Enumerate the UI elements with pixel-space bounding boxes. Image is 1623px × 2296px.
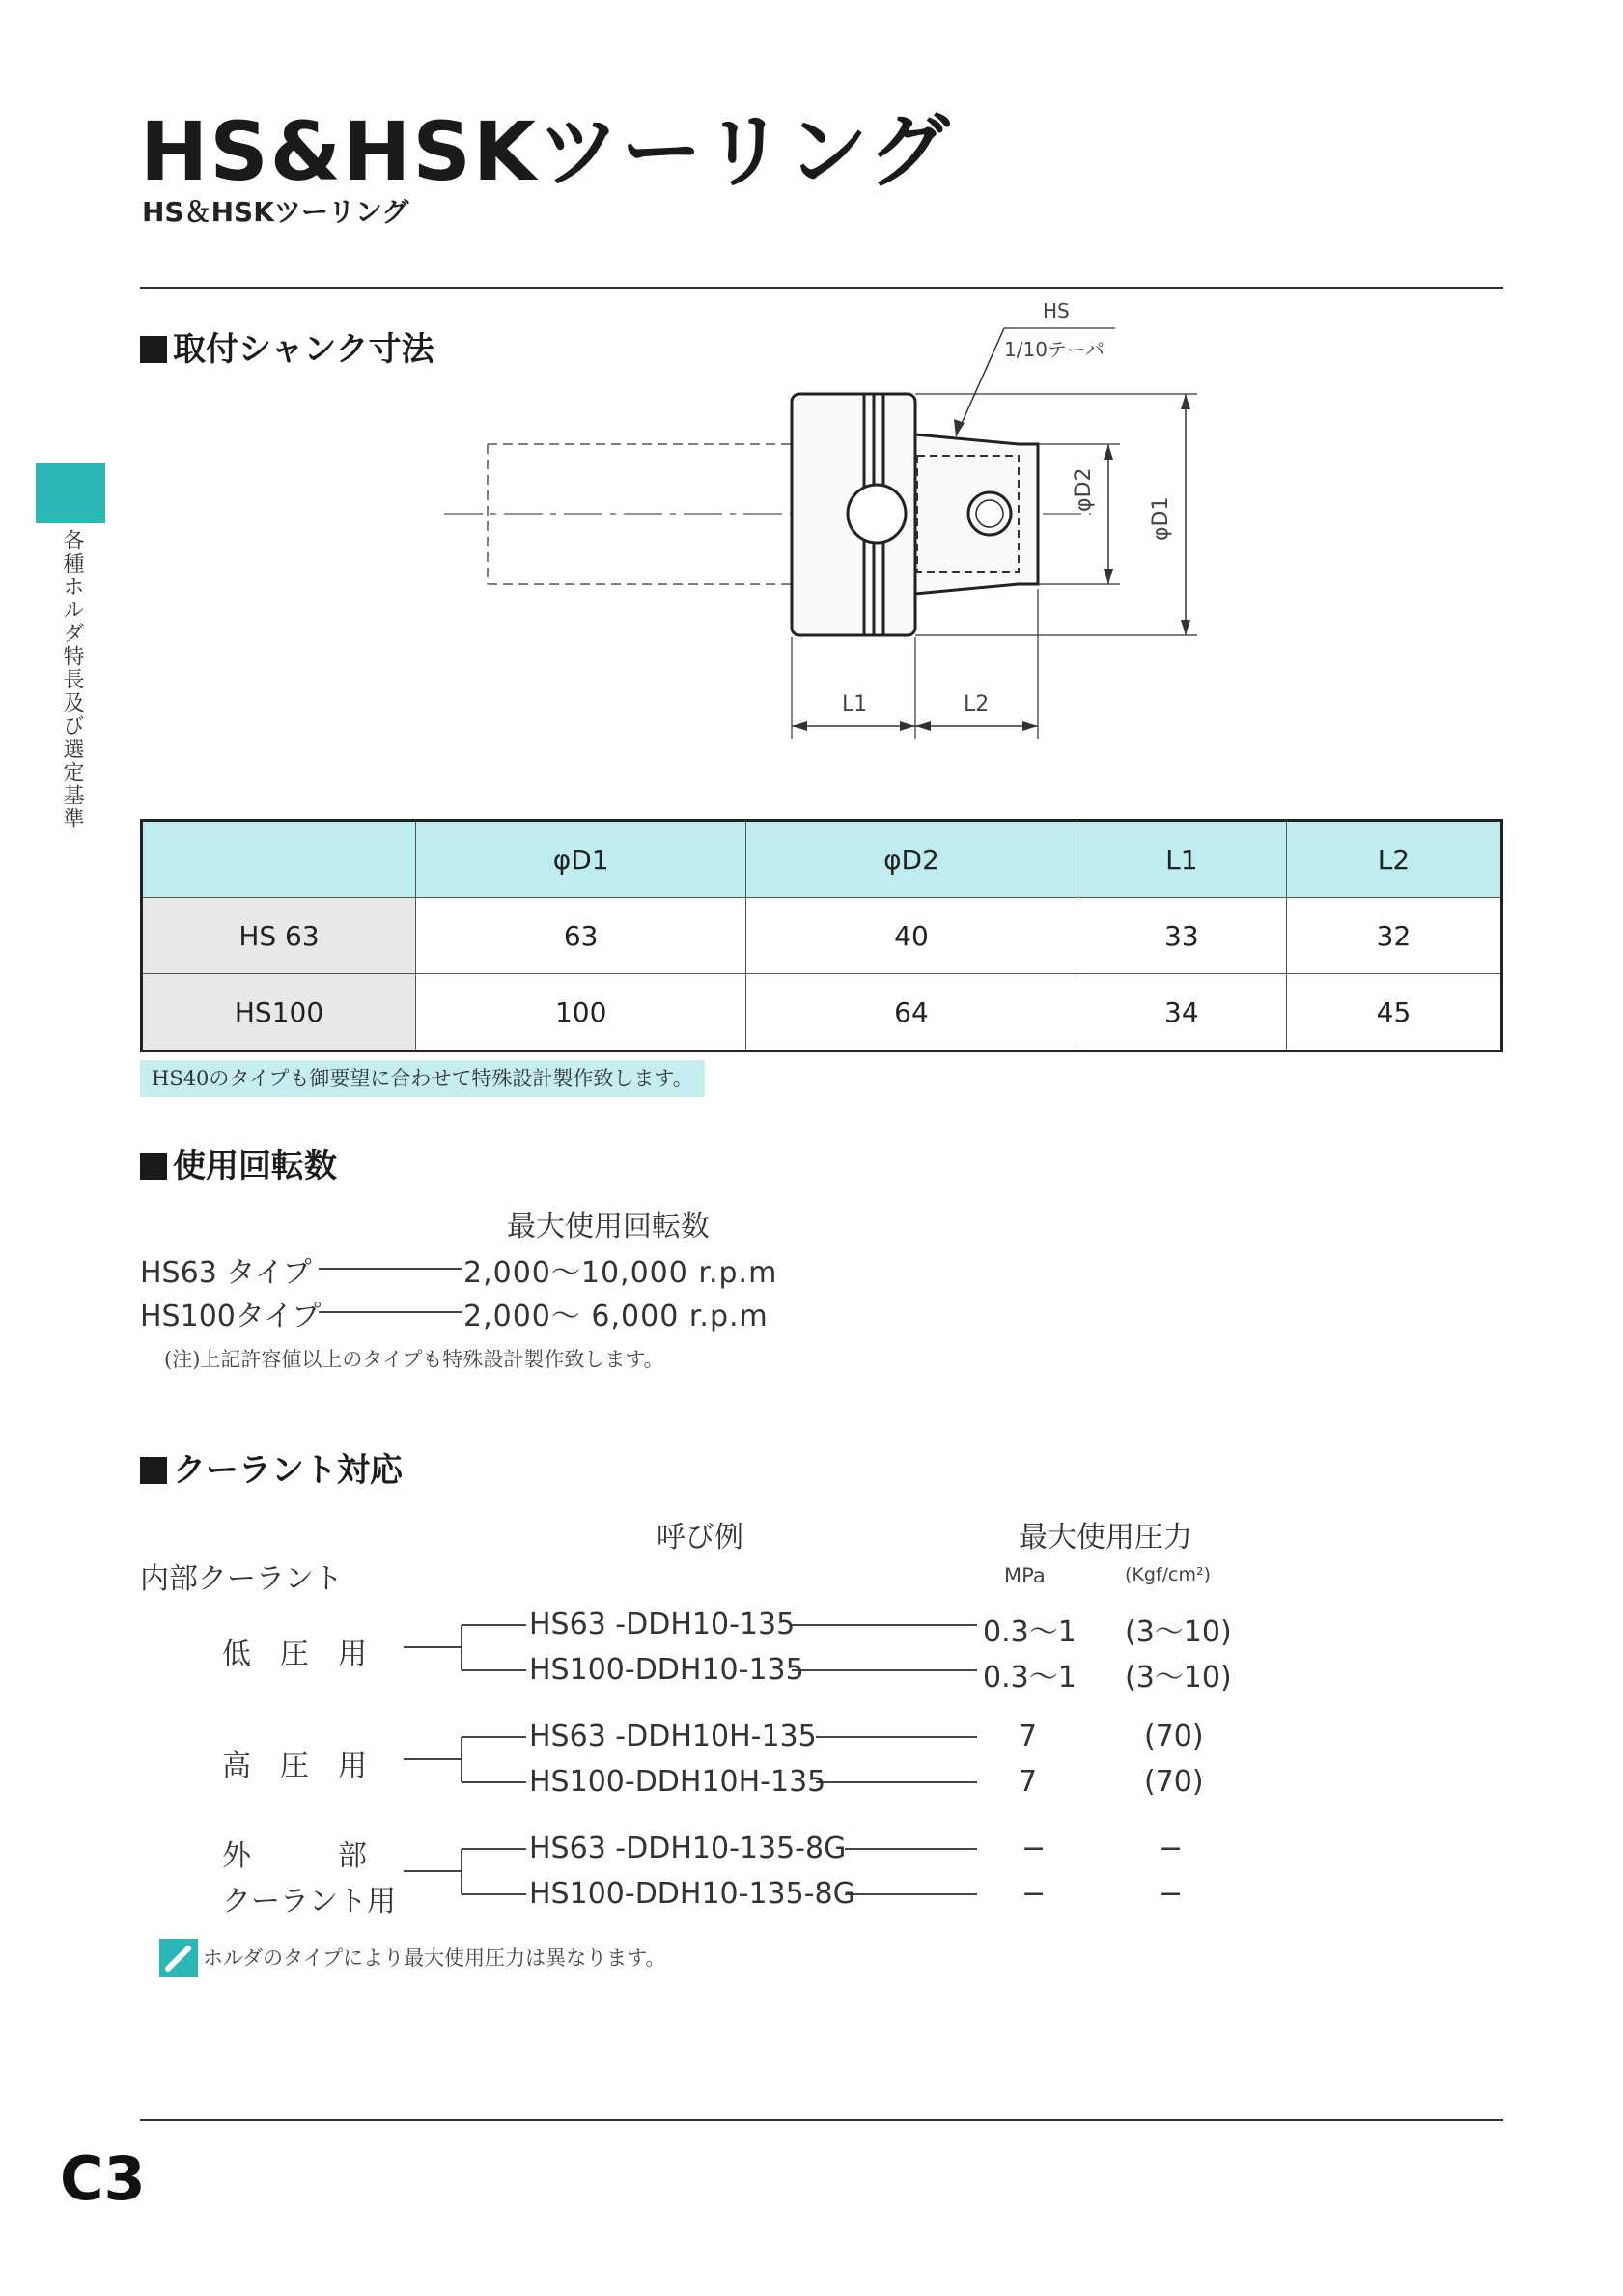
unit-kgf: (Kgf/cm²): [1125, 1564, 1212, 1585]
section-heading-coolant: クーラント対応: [140, 1443, 403, 1491]
table-header-cell: φD2: [746, 821, 1077, 898]
coolant-kgf: (70): [1144, 1765, 1204, 1799]
diagram-label-l2: L2: [964, 692, 990, 716]
example-column-title: 呼び例: [657, 1521, 743, 1554]
page-subtitle: HS＆HSKツーリング: [142, 196, 409, 228]
table-cell: 33: [1077, 898, 1286, 974]
rpm-type-label: HS100タイプ: [140, 1300, 322, 1333]
footer-rule: [140, 2119, 1503, 2121]
coolant-mpa: 7: [1019, 1720, 1038, 1753]
coolant-kgf: −: [1159, 1877, 1184, 1911]
diagram-label-hs: HS: [1043, 299, 1070, 322]
coolant-mpa: −: [1021, 1832, 1047, 1865]
group-label-high-pressure: 高 圧 用: [222, 1750, 367, 1783]
pencil-icon: [159, 1939, 198, 1977]
coolant-code: HS63 -DDH10H-135: [529, 1720, 817, 1753]
table-cell: 45: [1287, 974, 1502, 1051]
coolant-kgf: −: [1159, 1832, 1184, 1865]
pressure-footnote: ホルダのタイプにより最大使用圧力は異なります。: [203, 1946, 666, 1970]
table-cell: 32: [1287, 898, 1502, 974]
table-row-header: HS100: [142, 974, 416, 1051]
table-cell: 34: [1077, 974, 1286, 1051]
rpm-value: 2,000〜 6,000 r.p.m: [463, 1300, 769, 1333]
coolant-kgf: (3〜10): [1125, 1615, 1232, 1649]
hs40-note: HS40のタイプも御要望に合わせて特殊設計製作致します。: [140, 1060, 705, 1097]
coolant-mpa: 0.3〜1: [983, 1661, 1077, 1694]
internal-coolant-label: 内部クーラント: [140, 1562, 343, 1596]
rpm-column-title: 最大使用回転数: [507, 1210, 710, 1244]
table-cell: 100: [416, 974, 746, 1051]
coolant-code: HS100-DDH10-135: [529, 1653, 804, 1687]
coolant-kgf: (3〜10): [1125, 1661, 1232, 1694]
diagram-label-l1: L1: [842, 692, 868, 716]
pressure-column-title: 最大使用圧力: [1019, 1521, 1192, 1554]
coolant-kgf: (70): [1144, 1720, 1204, 1753]
table-header-cell: L1: [1077, 821, 1286, 898]
group-label-external: 外 部: [222, 1839, 367, 1873]
table-cell: 63: [416, 898, 746, 974]
diagram-label-d1: φD1: [1149, 496, 1173, 541]
coolant-code: HS100-DDH10-135-8G: [529, 1877, 855, 1911]
page-number: C3: [60, 2143, 146, 2214]
side-tab-text: 各種ホルダ特長及び選定基準: [60, 529, 84, 830]
unit-mpa: MPa: [1004, 1564, 1046, 1587]
coolant-mpa: 7: [1019, 1765, 1038, 1799]
coolant-code: HS63 -DDH10-135: [529, 1608, 796, 1641]
table-cell: 64: [746, 974, 1077, 1051]
group-label-low-pressure: 低 圧 用: [222, 1638, 367, 1671]
coolant-mpa: 0.3〜1: [983, 1615, 1077, 1649]
section-heading-rpm: 使用回転数: [140, 1139, 337, 1187]
group-label-external-line2: クーラント用: [222, 1885, 396, 1918]
coolant-code: HS63 -DDH10-135-8G: [529, 1832, 847, 1865]
table-row-header: HS 63: [142, 898, 416, 974]
coolant-mpa: −: [1021, 1877, 1047, 1911]
table-cell: 40: [746, 898, 1077, 974]
rpm-value: 2,000〜10,000 r.p.m: [463, 1256, 778, 1290]
section-heading-shank: 取付シャンク寸法: [140, 322, 434, 370]
coolant-code: HS100-DDH10H-135: [529, 1765, 826, 1799]
table-header-cell: φD1: [416, 821, 746, 898]
diagram-label-d2: φD2: [1072, 467, 1096, 512]
diagram-label-taper: 1/10テーパ: [1004, 338, 1105, 361]
table-header-cell: L2: [1287, 821, 1502, 898]
rpm-type-label: HS63 タイプ: [140, 1256, 312, 1290]
rpm-note: (注)上記許容値以上のタイプも特殊設計製作致します。: [164, 1348, 664, 1371]
page-title: HS&HSKツーリング: [140, 104, 952, 199]
